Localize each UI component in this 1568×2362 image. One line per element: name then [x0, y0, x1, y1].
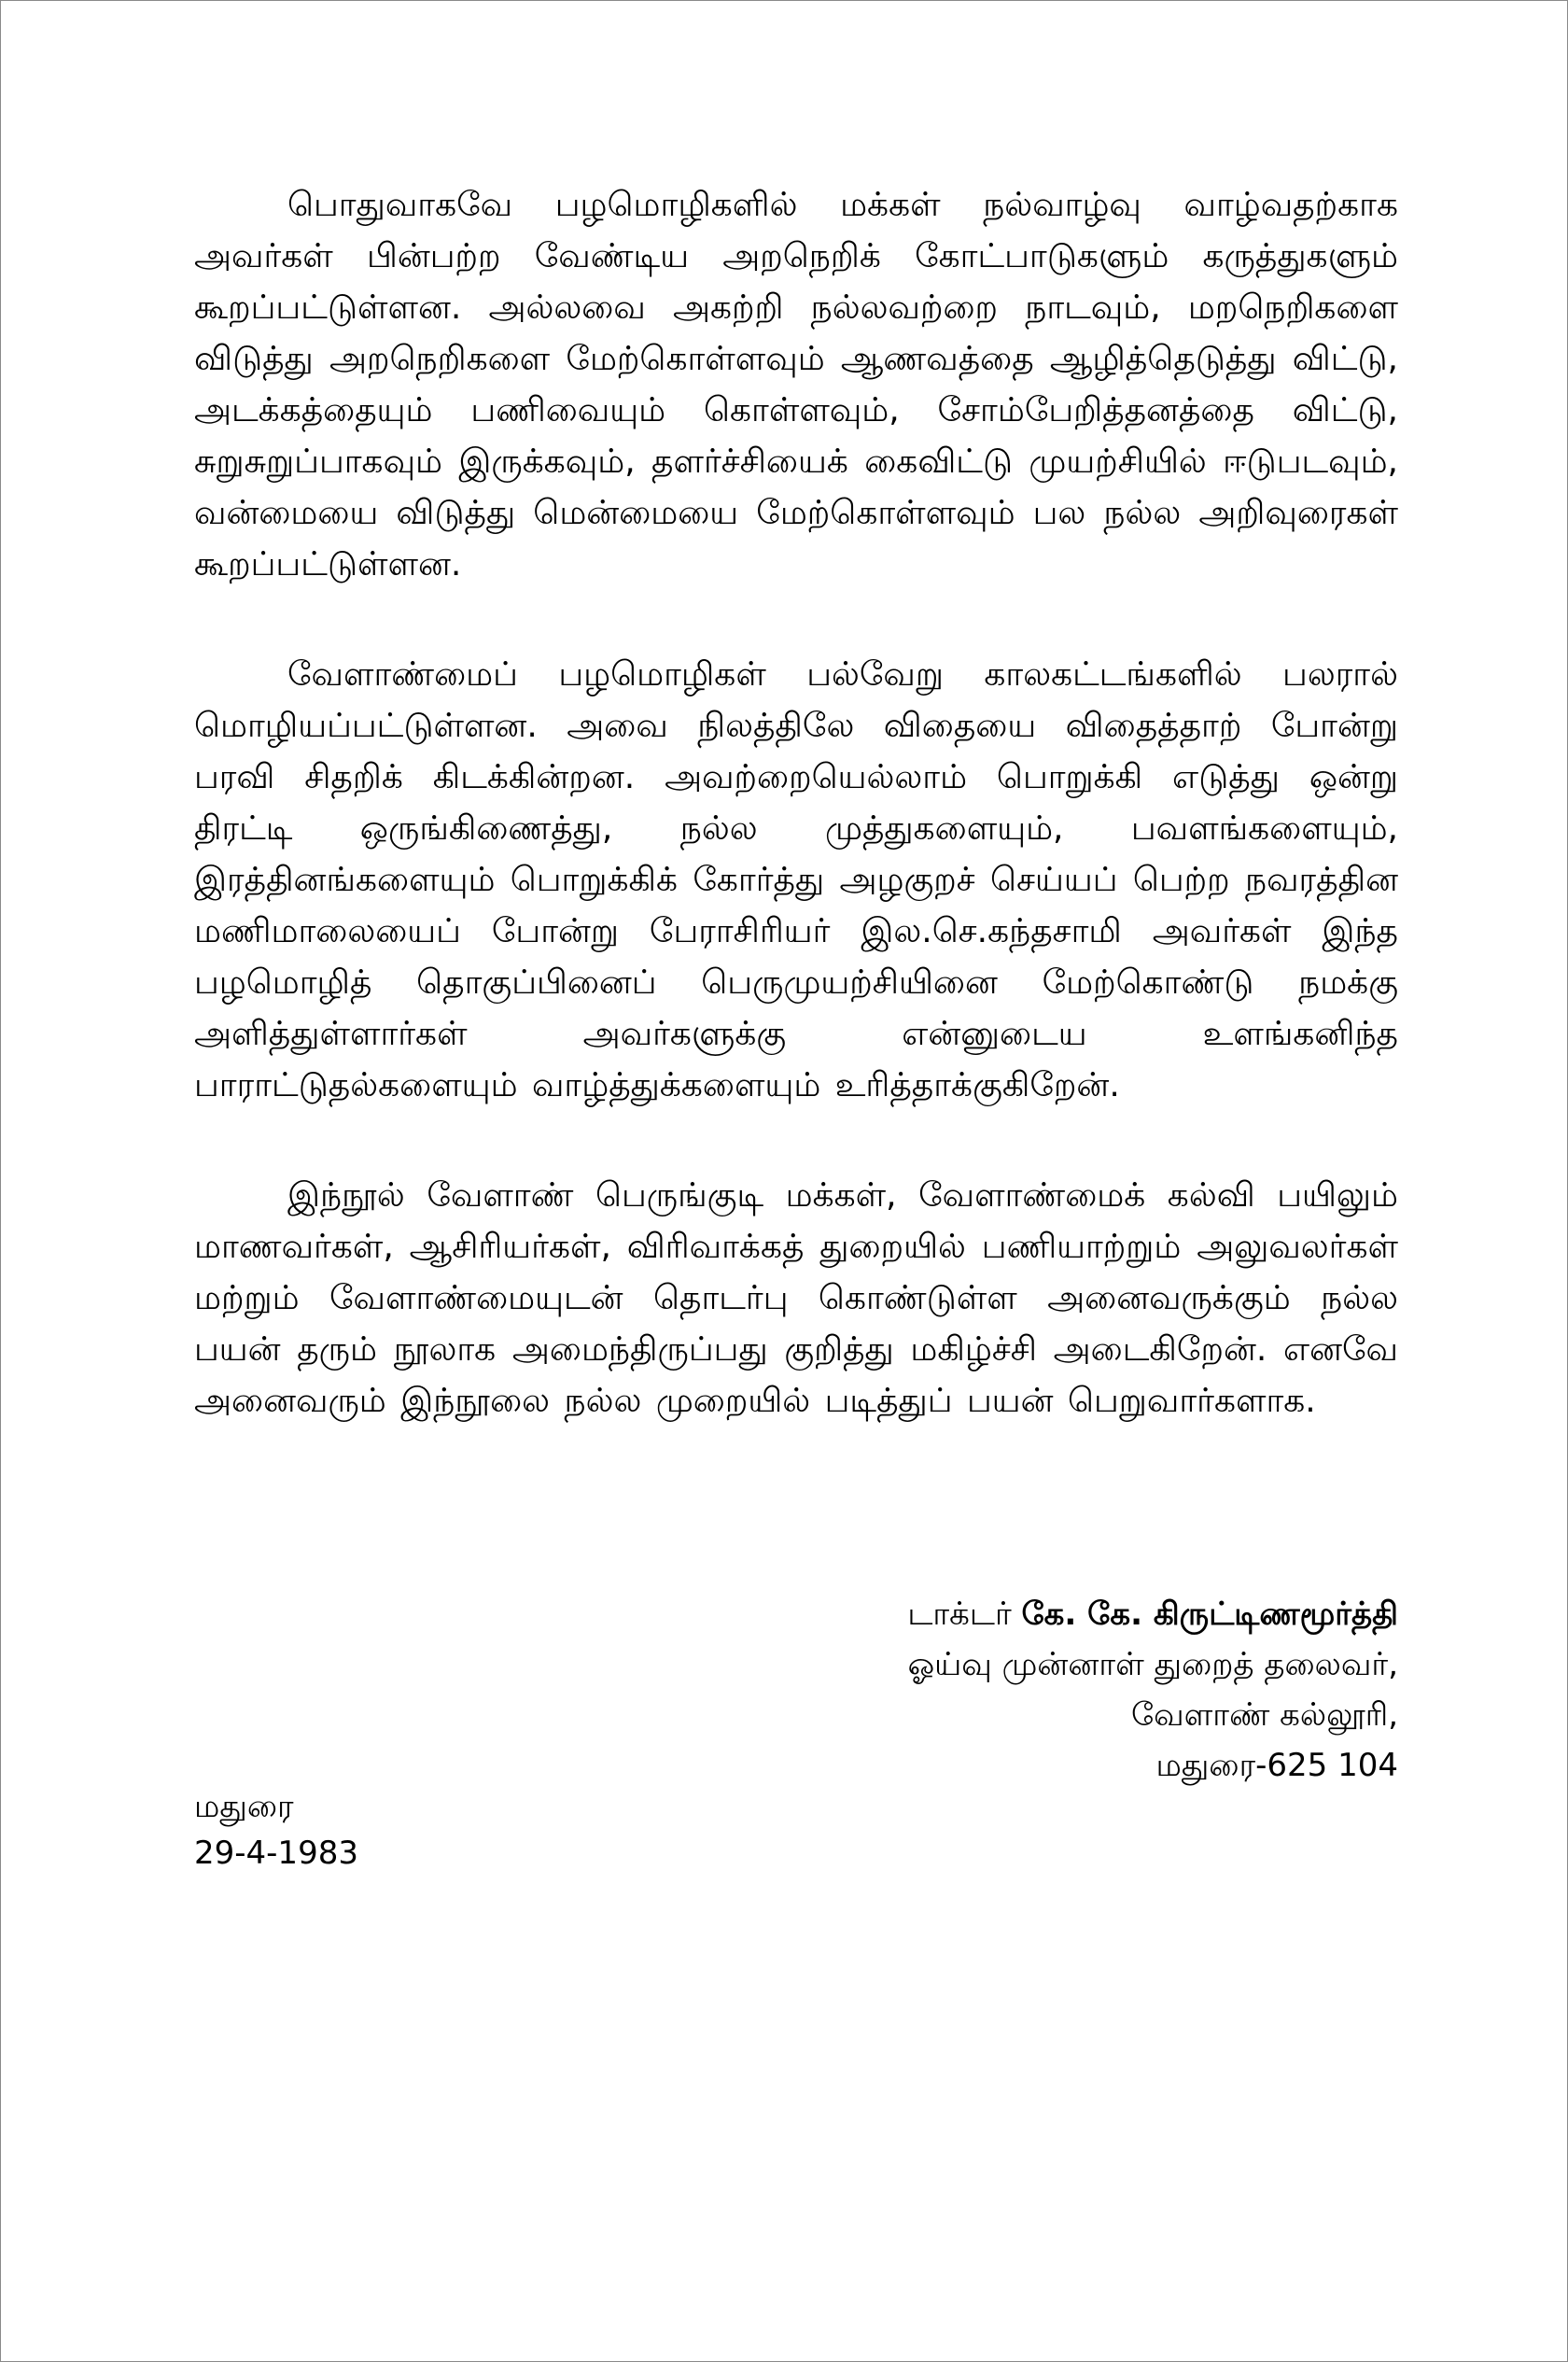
paragraph-3: இந்நூல் வேளாண் பெருங்குடி மக்கள், வேளாண்மைக் கல்வி பயிலும் மாணவர்கள், ஆசிரியர்கள், விரிவாக்கத் துறையில் பணியாற்றும் அலுவலர்கள் மற்றும் வேளாண்மையுடன் தொடர்பு கொண்டுள்ள அனைவருக்கும் நல்ல பயன் தரும் நூலாக அமைந்திருப்பது குறித்து மகிழ்ச்சி அடைகிறேன். எனவே அனைவரும் இந்நூலை நல்ல முறையில் படித்துப் பயன் பெறுவார்களாக. — [194, 1176, 1398, 1420]
paragraph-1: பொதுவாகவே பழமொழிகளில் மக்கள் நல்வாழ்வு வாழ்வதற்காக அவர்கள் பின்பற்ற வேண்டிய அறநெறிக் கோட்பாடுகளும் கருத்துகளும் கூறப்பட்டுள்ளன. அல்லவை அகற்றி நல்லவற்றை நாடவும், மறநெறிகளை விடுத்து அறநெறிகளை மேற்கொள்ளவும் ஆணவத்தை ஆழித்தெடுத்து விட்டு, அடக்கத்தையும் பணிவையும் கொள்ளவும், சோம்பேறித்தனத்தை விட்டு, சுறுசுறுப்பாகவும் இருக்கவும், தளர்ச்சியைக் கைவிட்டு முயற்சியில் ஈடுபடவும், வன்மையை விடுத்து மென்மையை மேற்கொள்ளவும் பல நல்ல அறிவுரைகள் கூறப்பட்டுள்ளன. — [194, 186, 1398, 583]
place-date-block — [194, 1783, 358, 1877]
signature-college: வேளாண் கல்லூரி, — [1130, 1696, 1398, 1734]
signature-name-line — [907, 1589, 1398, 1639]
signature-address: மதுரை-625 104 — [1155, 1747, 1398, 1784]
signature-name: கே. கே. கிருட்டிணமூர்த்தி — [1021, 1596, 1398, 1633]
signature-title: டாக்டர் — [907, 1596, 1022, 1633]
paragraph-2: வேளாண்மைப் பழமொழிகள் பல்வேறு காலகட்டங்களில் பலரால் மொழியப்பட்டுள்ளன. அவை நிலத்திலே விதையை விதைத்தாற் போன்று பரவி சிதறிக் கிடக்கின்றன. அவற்றையெல்லாம் பொறுக்கி எடுத்து ஒன்று திரட்டி ஒருங்கிணைத்து, நல்ல முத்துகளையும், பவளங்களையும், இரத்தினங்களையும் பொறுக்கிக் கோர்த்து அழகுறச் செய்யப் பெற்ற நவரத்தின மணிமாலையைப் போன்று பேராசிரியர் இல.செ.கந்தசாமி அவர்கள் இந்த பழமொழித் தொகுப்பினைப் பெருமுயற்சியினை மேற்கொண்டு நமக்கு அளித்துள்ளார்கள் அவர்களுக்கு என்னுடைய உளங்கனிந்த பாராட்டுதல்களையும் வாழ்த்துக்களையும் உரித்தாக்குகிறேன். — [194, 655, 1398, 1104]
date: 29-4-1983 — [194, 1835, 358, 1872]
signature-block — [907, 1589, 1398, 1791]
foreword-body — [194, 179, 1398, 1427]
signature-designation: ஓய்வு முன்னாள் துறைத் தலைவர், — [907, 1646, 1398, 1683]
place: மதுரை — [194, 1788, 294, 1825]
